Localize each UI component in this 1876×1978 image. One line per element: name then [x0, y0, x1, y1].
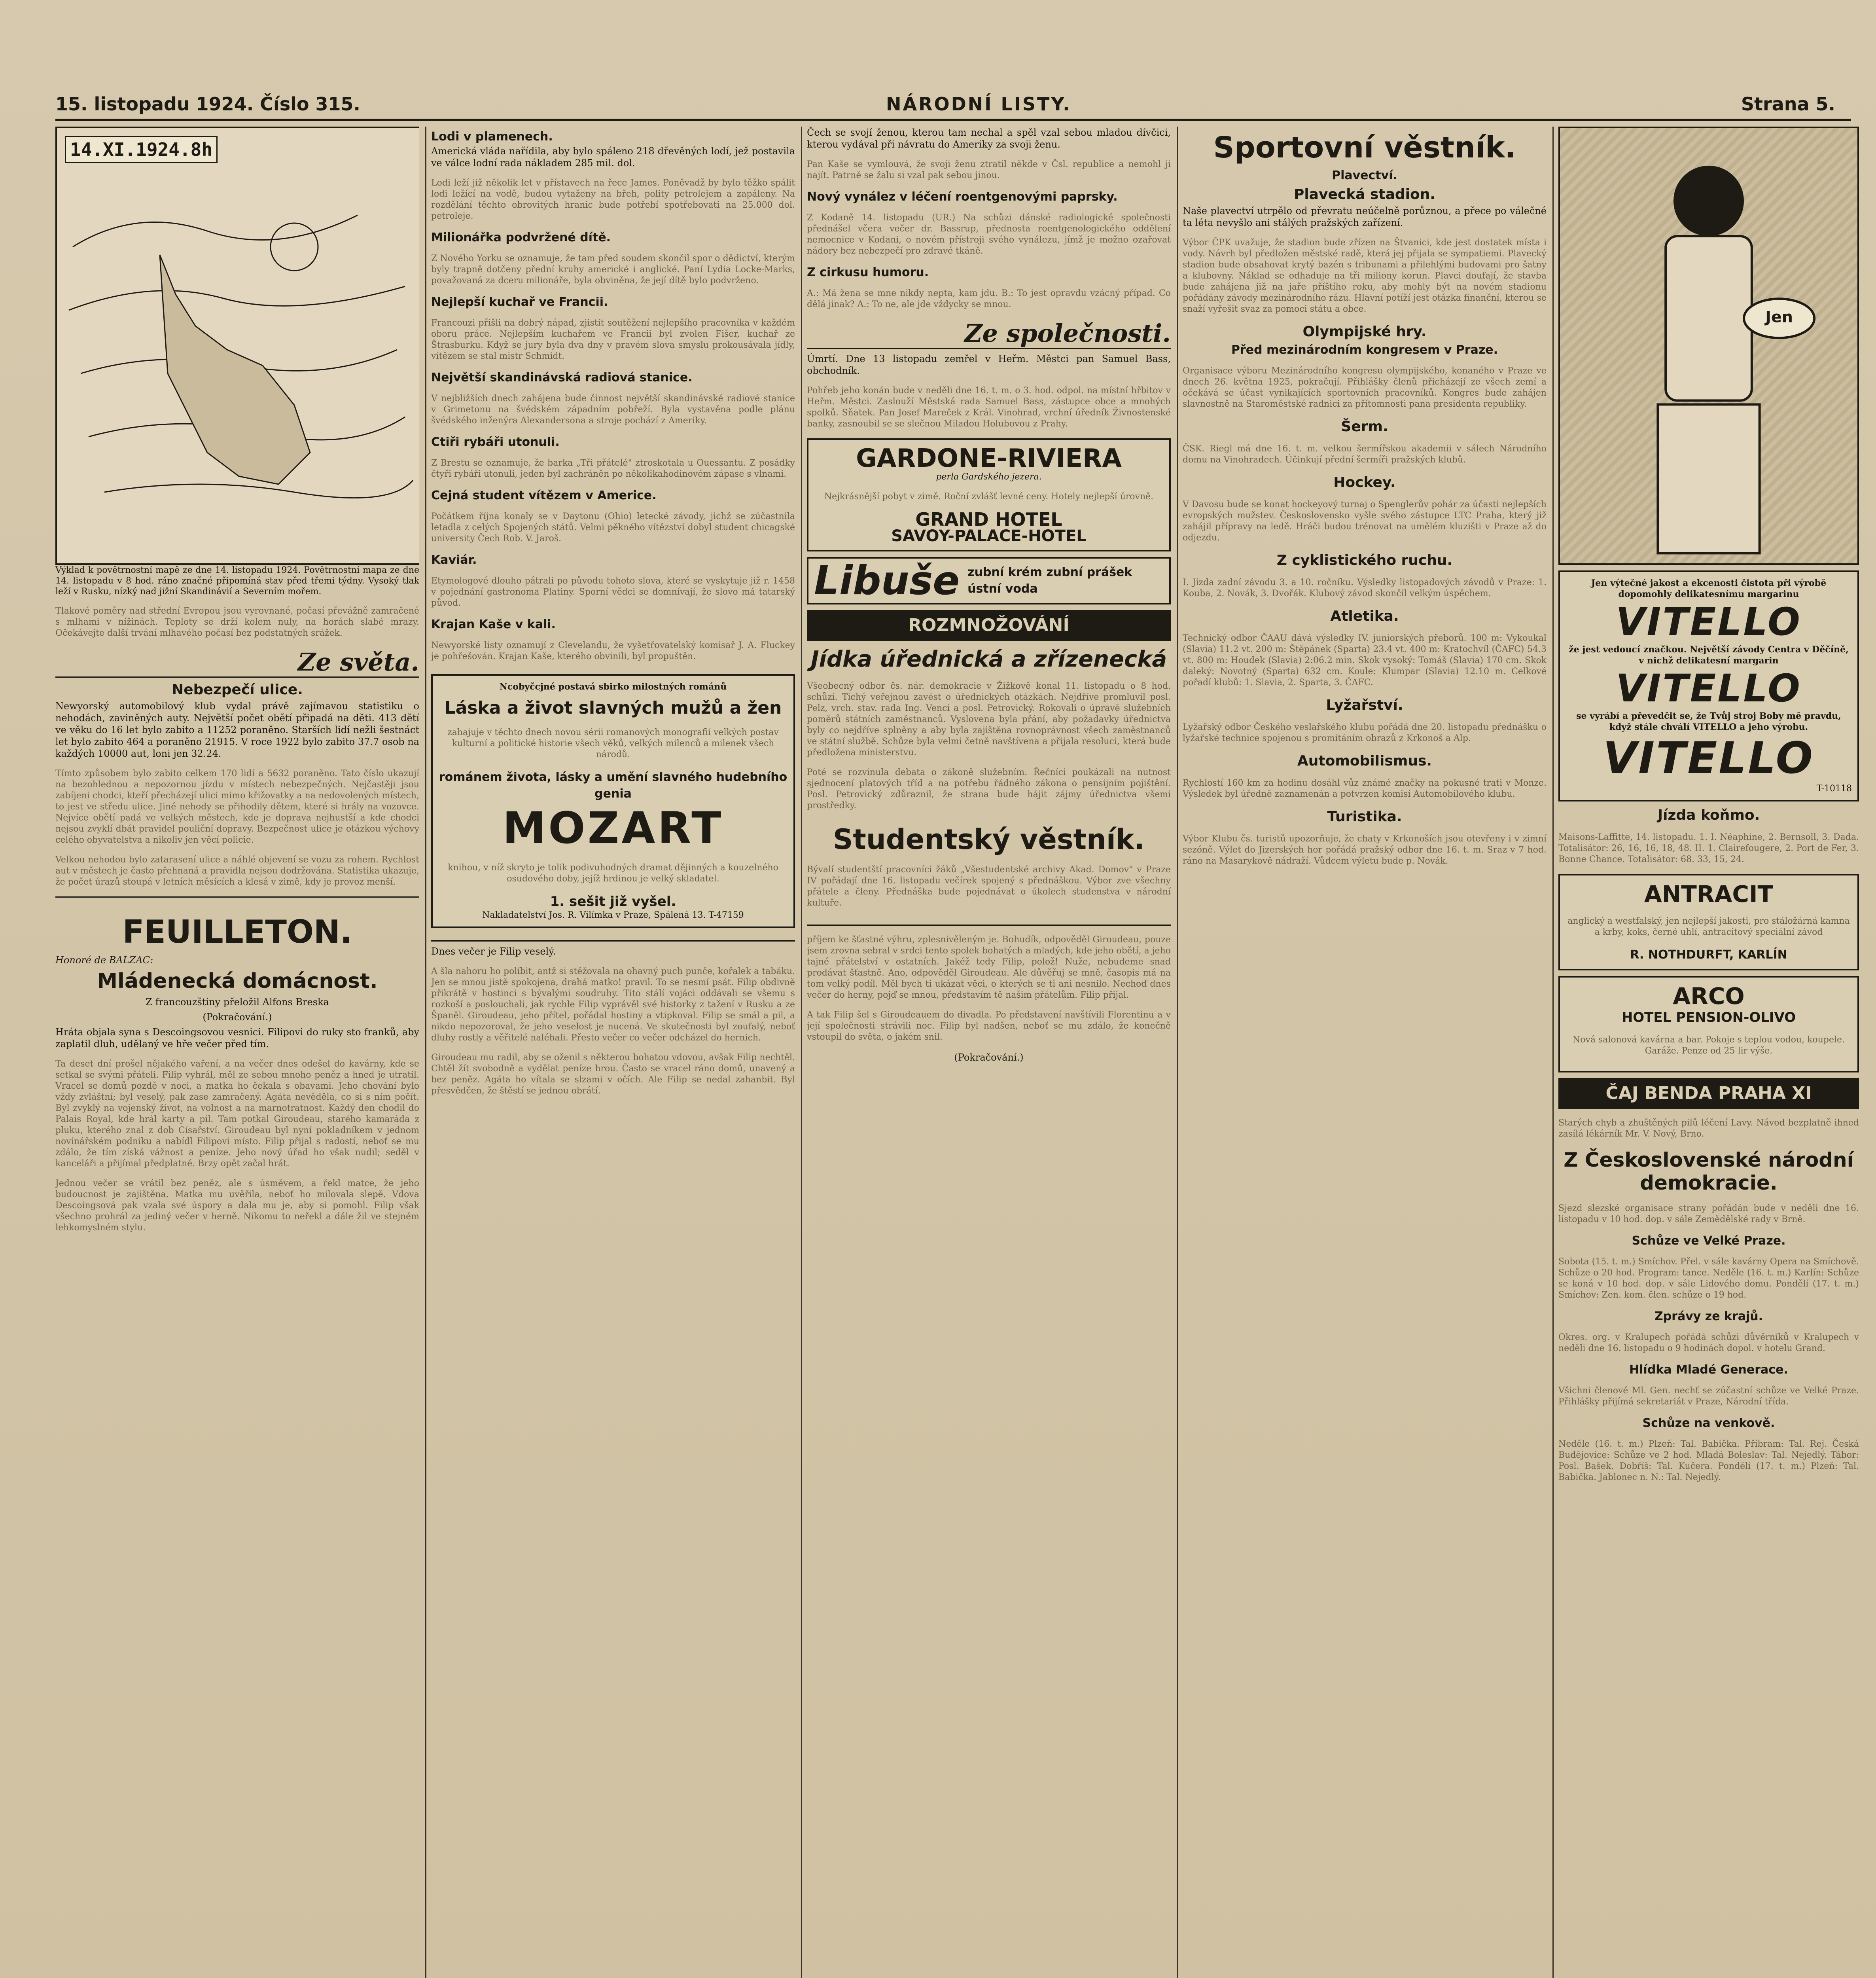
ad-code: T-10118 [1816, 784, 1852, 794]
mozart-title: MOZART [502, 803, 724, 853]
ad-description-2: knihou, v níž skryto je tolik podivuhodných dramat dějinných a kouzelného osudového doby, jejíž hrdinou je velký skladatel. [448, 863, 778, 884]
ad-caj-title: ČAJ BENDA PRAHA XI [1605, 1083, 1812, 1103]
ad-olivo-title: HOTEL PENSION-OLIVO [1621, 1010, 1796, 1025]
subsection-heading: Před mezinárodním kongresem v Praze. [1231, 343, 1498, 357]
feuilleton-translator: Z francouzštiny přeložil Alfons Breska [146, 997, 329, 1008]
publisher: Nakladatelství Jos. R. Vilímka v Praze, Spálená 13. T-47159 [482, 910, 744, 920]
news-body: Lodi leží již několik let v přístavech na řece James. Poněvadž by bylo těžko spálit lodi ležící na vodě, budou vytaženy na břeh, polity petrolejem a zapáleny. Na rozdělání těchto obrovitých hranic bude potřebí spotřebovati na 25.000 dol. petroleje. [431, 178, 795, 221]
ad-rozmnozovani-title: ROZMNOŽOVÁNÍ [908, 615, 1070, 635]
subsection-heading: Plavecká stadion. [1293, 186, 1436, 203]
sports-body: V Davosu bude se konat hockeyový turnaj o Spenglerův pohár za účasti nejlepších evropských mužstev. Československo vyšle svého zástupce LTC Praha, který již zahájil přípravy na ledě. Hráči budou trénovat na umělém kluzišti v Praze až do odjezdu. [1183, 500, 1547, 543]
article-text: Newyorský automobilový klub vydal právě zajímavou statistiku o nehodách, zaviněných auty. Největší počet obětí připadá na děti. 413 dětí ve věku do 16 let bylo zabito a 11252 poraněno. Starších lidí nežli šestnáct let bylo zabito 464 a poraněno 21915. V roce 1922 bylo zabito 37.7 osob na každých 10000 aut, loni jen 32.24. [55, 701, 419, 759]
feuilleton-body-2: Jednou večer se vrátil bez peněz, ale s úsměvem, a řekl matce, že jeho budoucnost je zajištěna. Matka mu uvěřila, neboť ho milovala slepě. Vdova Descoingsová pak vzala své úspory a dala mu je, aby si pomohl. Filip však všechno prohrál za jediný večer v herně. Nikomu to neřekl a dále žil ve stejném lehkomyslném stylu. [55, 1178, 419, 1233]
arco-advertisement [1558, 976, 1859, 1072]
news-text: Čech se svojí ženou, kterou tam nechal a spěl vzal sebou mladou dívčici, kterou vydával při návratu do Ameriky za svoji ženu. [807, 127, 1171, 150]
feuilleton-text: Hráta objala syna s Descoingsovou vesnici. Filipovi do ruky sto franků, aby zaplatil dluh, udělaný ve hře večer před tím. [55, 1027, 419, 1050]
ad-savoy-hotel: SAVOY-PALACE-HOTEL [891, 527, 1087, 545]
column-rule [801, 127, 802, 1978]
antracit-advertisement [1558, 874, 1859, 970]
ad-antracit-title: ANTRACIT [1644, 881, 1774, 908]
news-text: Americká vláda nařídila, aby bylo spáleno 218 dřevěných lodí, jež postavila ve válce lodní rada nákladem 285 mil. dol. [431, 146, 795, 169]
divider [807, 925, 1171, 926]
news-body: V nejbližších dnech zahájena bude činnost největší skandinávské radiové stanice v Grimetonu na švédském západním pobřeží. Byla vystavěna podle plánu švédského inženýra Alexandersona a stroje pochází z Ameriky. [431, 394, 795, 426]
news-body: Pan Kaše se vymlouvá, že svoji ženu ztratil někde v Čsl. republice a nemohl ji najít. Patrně se žalu si vzal pak sebou jinou. [807, 159, 1171, 180]
party-body: Sjezd slezské organisace strany pořádán bude v neděli dne 16. listopadu v 10 hod. dop. v sále Zemědělské rady v Brně. [1558, 1203, 1859, 1224]
news-heading: Kaviár. [431, 553, 477, 567]
ad-subtitle: románem života, lásky a umění slavného hudebního genia [439, 770, 788, 801]
feuilleton-continued-end: (Pokračování.) [954, 1052, 1024, 1063]
vitello-logo-2: VITELLO [1616, 666, 1802, 710]
page-number: Strana 5. [1741, 93, 1835, 115]
column-2 [431, 127, 795, 1978]
libuse-advertisement [807, 557, 1171, 604]
news-heading: Nový vynález v léčení roentgenovými paprsky. [807, 190, 1118, 204]
column-1 [55, 127, 419, 1978]
column-rule [1552, 127, 1554, 1978]
section-heading: Ze společnosti. [807, 319, 1171, 349]
ad-grand-hotel: GRAND HOTEL [915, 509, 1062, 530]
ad-gardone-body: Nejkrásnější pobyt v zimě. Roční zvlášť levné ceny. Hotely nejlepší úrovně. [824, 492, 1154, 502]
society-body: Pohřeb jeho konán bude v neděli dne 16. t. m. o 3. hod. odpol. na místní hřbitov v Heřm. Městci. Zaslouží Městská rada Samuel Bass, zástupce obce a mnohých spolků. Sňatek. Pan Josef Mareček z Král. Vinohrad, vrchní úředník Živnostenské banky, zasnoubil se se slečnou Miladou Holubovou z Prahy. [807, 386, 1171, 429]
sports-body: Technický odbor ČAAU dává výsledky IV. juniorských přeborů. 100 m: Vykoukal (Slavia) 11.2 vt. 200 m: Štěpánek (Sparta) 23.4 vt. 400 m: Kratochvíl (ČAFC) 54.3 vt. 800 m: Houdek (Slavia) 2:06.2 min. Skok vysoký: Tomáš (Slavia) 170 cm. Skok daleký: Novotný (Sparta) 632 cm. Koule: Klumpar (Slavia) 12.10 m. Celkové pořadí klubů: 1. Slavia, 2. Sparta, 3. ČAFC. [1183, 633, 1547, 688]
feuilleton-body: Ta deset dní prošel nějakého vaření, a na večer dnes odešel do kavárny, kde se setkal se svými přáteli. Filip vyhrál, měl ze sebou mnoho peněz a hned je utratil. Vracel se domů pozdě v noci, a matka ho čekala s obavami. Jeho chování bylo vždy zvláštní; byl veselý, pak zase zamračený. Agáta nevěděla, co si s ním počít. Byl zvyklý na vojenský život, na volnost a na marnotratnost. Každý den chodil do Palais Royal, kde hrál karty a pil. Tam potkal Giroudeau, starého kamaráda z pluku, kterého znal z dob Císařství. Giroudeau byl nyní pokladníkem v jednom novinářském podniku a nabídl Filipovi místo. Filip přijal s radostí, neboť se mu zdálo, že tím získá vážnost a peníze. Jeho nový úřad ho však nudil; seděl v kanceláři a přijímal předplatné. Brzy opět začal hrát. [55, 1059, 419, 1169]
party-body: Neděle (16. t. m.) Plzeň: Tal. Babička. Příbram: Tal. Rej. Česká Budějovice: Schůze ve 2 hod. Mladá Boleslav: Tal. Nejedlý. Tábor: Posl. Bašek. Dobříš: Tal. Kučera. Pondělí (17. t. m.) Plzeň: Tal. Babička. Jablonec n. N.: Tal. Nejedlý. [1558, 1439, 1859, 1482]
vitello-advertisement [1558, 570, 1859, 801]
subsection-heading: Schůze na venkově. [1642, 1416, 1775, 1430]
subsection-heading: Turistika. [1327, 809, 1402, 825]
ad-vitello-bottom: se vyrábí a převedčit se, že Tvůj stroj Boby mě pravdu, když stále chválí VITELLO a jeho výrobu. [1576, 711, 1841, 732]
news-heading: Nejlepší kuchař ve Francii. [431, 295, 608, 309]
sports-body: Výbor ČPK uvažuje, že stadion bude zřízen na Štvanici, kde jest dostatek místa i vody. Návrh byl předložen městské radě, která jej přijala se sympatiemi. Plavecký stadion bude obsahovat krytý bazén s tribunami a přilehlými budovami pro šatny a klubovny. Náklad se odhaduje na tři miliony korun. Plavci doufají, že stavba bude zahájena již na jaře příštího roku, aby mohly být na novém stadionu pořádány závody mezinárodního rázu. Hlavní potíží jest otázka finanční, kterou se snaží vyřešit svaz za pomoci státu a obce. [1183, 238, 1547, 314]
news-heading: Největší skandinávská radiová stanice. [431, 371, 693, 385]
news-body: Francouzi přišli na dobrý nápad, zjistit soutěžení nejlepšího pracovníka v každém oboru práce. Nejlepším kuchařem ve Francii byl zvolen Fišer, kuchař ze Štrasburku. Když se jury byla dva dny v pravém slova smyslu prokousávala jídly, vítězem se stal mistr Schmidt. [431, 318, 795, 361]
sports-body: Rychlostí 160 km za hodinu dosáhl vůz známé značky na pokusné trati v Monze. Výsledek byl úředně zaznamenán a potvrzen komisí Automobilového klubu. [1183, 778, 1547, 799]
vitello-logo: VITELLO [1616, 600, 1802, 644]
section-heading: Jízda koňmo. [1657, 807, 1760, 823]
party-body: Okres. org. v Kralupech pořádá schůzi důvěrníků v Kralupech v neděli dne 16. listopadu o 9 hodinách dopol. v hotelu Grand. [1558, 1332, 1859, 1353]
svg-text:Jen: Jen [1765, 308, 1793, 326]
ad-top-line: Ncobyčcjné postavá sbirko milostných románů [499, 682, 727, 692]
feuilleton-body: A šla nahoru ho políbit, antž si stěžovala na ohavný puch punče, kořalek a tabáku. Jen se mnou jistě spokojena, drahá matko! pravil. To se nesmí psát. Filip obdivně přikrátě v hostinci s bývalými soudruhy. Tito stálí vojáci oddávali se všemu s rozkoší a poslouchali, jak rychle Filip vyprávěl své historky z tažení v Rusku a ze Španěl. Giroudeau, jeho přítel, pořádal hostiny a vtipkoval. Filip se smál a pil, a nikdo nepozoroval, že jeho veselost je nucená. Ve skutečnosti byl zoufalý, neboť dluhy rostly a věřitelé naléhali. Přesto večer co večer odcházel do hernich. [431, 966, 795, 1043]
sports-body: Výbor Klubu čs. turistů upozorňuje, že chaty v Krkonoších jsou otevřeny i v zimní sezóně. Výlet do Jizerských hor pořádá pražský odbor dne 16. t. m. Sraz v 7 hod. ráno na Masarykově nádraží. Vůdcem výletu bude p. Novák. [1183, 834, 1547, 866]
subsection-heading: Olympijské hry. [1302, 324, 1427, 340]
news-heading: Krajan Kaše v kali. [431, 618, 556, 631]
subsection-heading: Atletika. [1330, 608, 1399, 624]
subsection-heading: Hockey. [1333, 474, 1396, 491]
party-body: Všichni členové Ml. Gen. nechť se zúčastní schůze ve Velké Praze. Přihlášky přijímá sekretariát v Praze, Národní třída. [1558, 1386, 1859, 1407]
subsection-heading: Automobilismus. [1297, 753, 1432, 769]
news-body: Počátkem října konaly se v Daytonu (Ohio) letecké závody, jichž se zúčastnila letadla z celých Spojených států. Velmi pěkného vítězství dobyl student chicagské university Čech Rob. V. Jaroš. [431, 512, 795, 544]
ad-arco-title: ARCO [1673, 983, 1745, 1010]
column-3 [807, 127, 1171, 1978]
students-body: Bývalí studentští pracovníci žáků „Všestudentské archivy Akad. Domov" v Praze IV pořádají dne 16. listopadu večírek spojený s přednáškou. Výbor zve všechny přátele a členy. Přednáška bude pojednávat o úkolech studenstva v národní kultuře. [807, 865, 1171, 908]
subsection-heading: Šerm. [1341, 419, 1388, 435]
news-body: Etymologové dlouho pátrali po původu tohoto slova, které se vyskytuje již r. 1458 v pojednání gastronoma Platiny. Sporní vědci se domnívají, že slovo má tatarský původ. [431, 576, 795, 608]
sports-body: I. Jízda zadní závodu 3. a 10. ročníku. Výsledky listopadových závodů v Praze: 1. Kouba, 2. Novák, 3. Dvořák. Klubový závod skončil velkým úspěchem. [1183, 578, 1547, 599]
ad-antracit-owner: R. NOTHDURFT, KARLÍN [1630, 948, 1787, 962]
ad-gardone-subtitle: perla Gardského jezera. [936, 472, 1042, 482]
obituary: Úmrtí. Dne 13 listopadu zemřel v Heřm. Městci pan Samuel Bass, obchodník. [807, 353, 1171, 376]
ad-libuse-products: zubní krém zubní prášek ústní voda [967, 565, 1132, 596]
news-body: Z Nového Yorku se oznamuje, že tam před soudem skončil spor o dědictví, kterým byly trapně dotčeny přední kruhy americké i anglické. Paní Lydia Locke-Marks, považovaná za dceru milionáře, byla obviněna, že její dítě bylo podvrženo. [431, 254, 795, 286]
column-5 [1558, 127, 1859, 1978]
news-heading: Lodi v plamenech. [431, 130, 553, 144]
first-volume-note: 1. sešit již vyšel. [550, 894, 676, 909]
mozart-advertisement [431, 674, 795, 928]
section-heading: Ze světa. [55, 648, 419, 678]
news-body: A.: Má žena se mne nikdy nepta, kam jdu. B.: To jest opravdu vzácný případ. Co dělá jinak? A.: To ne, ale jde vždycky se mnou. [807, 288, 1171, 309]
subsection-heading: Lyžařství. [1326, 697, 1403, 713]
map-caption-body: Tlakové poměry nad střední Evropou jsou vyrovnané, počasí převážně zamračené s mlhami v nížinách. Teploty se drží kolem nuly, na horách slabé mrazy. Očekávejte další trvání mlhavého počasí bez podstatných srážek. [55, 606, 419, 638]
subsection-heading: Z cyklistického ruchu. [1276, 552, 1453, 568]
section-heading: Sportovní věstník. [1213, 131, 1516, 165]
subsection-heading: Hlídka Mladé Generace. [1629, 1363, 1788, 1377]
subsection-heading: Schůze ve Velké Praze. [1632, 1234, 1786, 1248]
feuilleton-continued-text: Dnes večer je Filip veselý. [431, 946, 556, 957]
feuilleton-body: příjem ke šťastné výhru, zplesnivěleným je. Bohudík, odpověděl Giroudeau, pouze jsem zrovna sebral v srdci tento spolek bohatých a mladých, kde jeho obětí, a jeho tajné přátelství v ostatních. Jakéž tedy Filip, polož! Nuže, nebudeme snad prodávat šťastně. Ano, odpověděl Giroudeau. Ale důvěřuj se mně, časopis má na tom velký podíl. Měl bych ti ukázat věci, o kterých se ti ani nesnilo. Nechoď dnes večer do herny, pojď se mnou, představím tě našim přátelům. Filip přijal. [807, 935, 1171, 1000]
caj-benda-advertisement [1558, 1078, 1859, 1109]
masthead [55, 91, 1851, 121]
sports-body: Lyžařský odbor Českého veslařského klubu pořádá dne 20. listopadu přednášku o lyžařské technice spojenou s promítáním obrazů z Krkonoš a Alp. [1183, 722, 1547, 743]
section-heading: Jídka úřednická a zřízenecká [810, 646, 1167, 672]
news-heading: Cejná student vítězem v Americe. [431, 489, 657, 502]
feuilleton-heading: FEUILLETON. [122, 913, 352, 950]
officials-body: Všeobecný odbor čs. nár. demokracie v Žižkově konal 11. listopadu o 8 hod. schůzi. Tichý veřejnou zavést o úřednických otázkách. Nejdříve promluvil posl. Pelz, vrch. stav. rada Ing. Venci a posl. Petrovický. Rokovali o úpravě služebních poměrů státních zaměstnanců. Vyslovena byla přání, aby požadavky úřednictva byly co nejdříve splněny a aby byla zajištěna rovnoprávnost všech zaměstnanců ve státní službě. Schůze byla velmi četně navštívena a přijala resoluci, která bude předložena ministerstvu. [807, 681, 1171, 758]
issue-date: 15. listopadu 1924. Číslo 315. [55, 93, 360, 115]
officials-body-2: Poté se rozvinula debata o zákoně služebním. Řečníci poukázali na nutnost sjednocení platových tříd a na potřebu řádného zákona o pensijním pojištění. Posl. Petrovický zdůraznil, že strana bude hájit zájmy úřednictva všemi prostředky. [807, 767, 1171, 811]
feuilleton-continued: (Pokračování.) [203, 1012, 272, 1023]
ad-vitello-head: Jen výtečné jakost a ekcenosti čistota při výrobě dopomohly delikatesnímu margarinu [1591, 578, 1827, 599]
ad-gardone-title: GARDONE-RIVIERA [856, 444, 1122, 473]
news-body: Z Brestu se oznamuje, že barka „Tři přátelé" ztroskotala u Ouessantu. Z posádky čtyři rybáři utonuli, jeden byl zachráněn po několikahodinovém zápase s vlnami. [431, 458, 795, 479]
vitello-illustration [1558, 127, 1859, 565]
woman-illustration [1560, 128, 1857, 563]
article-title: Nebezpečí ulice. [172, 682, 303, 698]
divider [55, 896, 419, 898]
map-caption: Výklad k povětrnostní mapě ze dne 14. listopadu 1924. Povětrnostní mapa ze dne 14. listopadu v 8 hod. ráno značné připomíná stav před třemi týdny. Vysoký tlak leží v Rusku, nízký nad jižní Skandinávií a Severním mořem. [55, 565, 419, 597]
news-heading: Z cirkusu humoru. [807, 265, 929, 279]
feuilleton-author: Honoré de BALZAC: [55, 955, 153, 966]
column-rule [425, 127, 426, 1978]
feuilleton-title: Mládenecká domácnost. [97, 969, 378, 993]
article-body: Tímto způsobem bylo zabito celkem 170 lidí a 5632 poraněno. Tato číslo ukazují na bezohlednou a nepozornou jízdu v místech nebezpečných. Nejčastěji jsou zabíjeni chodci, kteří přecházejí ulici mimo křižovatky a na nedovolených místech, to jest ve středu ulice. Jiné nehody se přihodily dětem, které si hrály na vozovce. Nejvíce obětí padá ve velkých městech, kde je doprava nejhustší a kde chodci nejsou zvyklí dbát pravidel pouliční dopravy. Bezpečnost ulice je otázkou výchovy celého obyvatelstva a nikoliv jen věcí policie. [55, 769, 419, 845]
vitello-logo-3: VITELLO [1603, 733, 1814, 783]
subsection-heading: Plavectví. [1332, 169, 1397, 182]
feuilleton-body-2: A tak Filip šel s Giroudeauem do divadla. Po představení navštívili Florentinu a v její společnosti strávili noc. Filip byl nadšen, neboť se mu zdálo, že konečně vstoupil do světa, o jakém snil. [807, 1010, 1171, 1042]
weather-map [55, 127, 419, 565]
news-body: Z Kodaně 14. listopadu (UR.) Na schůzi dánské radiologické společnosti přednášel včera večer dr. Bassrup, přednosta roentgenologického oddělení nemocnice v Kodani, o novém přístroji svého vynálezu, jímž je možno ozařovat nádory bez nebezpečí pro zdravé tkáně. [807, 213, 1171, 256]
news-heading: Milionářka podvržené dítě. [431, 231, 611, 244]
feuilleton-body-2: Giroudeau mu radil, aby se oženil s některou bohatou vdovou, avšak Filip nechtěl. Chtěl žít svobodně a vydělat peníze hrou. Často se vracel ráno domů, unavený a bez peněz. Agáta ho vítala se slzami v očích. Ale Filip se nedal zahanbit. Byl přesvědčen, že štěstí se jednou obrátí. [431, 1053, 795, 1096]
sports-text: Naše plavectví utrpělo od převratu neúčelně porůznou, a přece po válečné ta léta nevyšlo ani stálých pražských zařízení. [1183, 205, 1547, 228]
newspaper-title: NÁRODNÍ LISTY. [886, 93, 1071, 115]
small-notice: Starých chyb a zhuštěných pilů léčení Lavy. Návod bezplatně ihned zasílá lékárník Mr. V. Nový, Brno. [1558, 1118, 1859, 1139]
sports-body: ČSK. Riegl má dne 16. t. m. velkou šermířskou akademii v sálech Národního domu na Vinohradech. Účinkují přední šermíři pražských klubů. [1183, 444, 1547, 465]
news-body: Newyorské listy oznamují z Clevelandu, že vyšetřovatelský komisař J. A. Fluckey je pohřešován. Krajan Kaše, kterého obvinili, byl propuštěn. [431, 640, 795, 661]
ad-series-title: Láska a život slavných mužů a žen [444, 698, 782, 718]
ad-vitello-mid: že jest vedoucí značkou. Největší závody Centra v Děčíně, v nichž delikatesní margarin [1569, 644, 1849, 666]
gardone-advertisement [807, 438, 1171, 551]
ad-libuse-name: Libuše [814, 557, 960, 604]
ad-description: zahajuje v těchto dnech novou sérii romanových monografií velkých postav kulturní a politické historie všech věků, velkých milenců a milenek všech národů. [447, 728, 779, 760]
party-body: Sobota (15. t. m.) Smíchov. Přel. v sále kavárny Opera na Smíchově. Schůze o 20 hod. Program: tance. Neděle (16. t. m.) Karlín: Schůze se koná v 10 hod. dop. v sále Lidového domu. Pondělí (17. t. m.) Smíchov: Zen. kom. člen. schůze o 19 hod. [1558, 1257, 1859, 1300]
ad-antracit-body: anglický a westfalský, jen nejlepší jakosti, pro stáložárná kamna a krby, koks, černé uhlí, antracitový speciální závod [1567, 916, 1850, 937]
ad-olivo-body: Nová salonová kavárna a bar. Pokoje s teplou vodou, koupele. Garáže. Penze od 25 lir výše. [1572, 1035, 1845, 1056]
section-heading: Studentský věstník. [833, 823, 1145, 856]
column-rule [1177, 127, 1178, 1978]
news-heading: Ctiři rybáři utonuli. [431, 435, 560, 449]
article-body-2: Velkou nehodou bylo zatarasení ulice a náhlé objevení se vozu za rohem. Rychlost aut v městech je často přehnaná a pravidla nejsou dodržována. Statistika ukazuje, že počet úrazů stoupá v letních měsících a klesá v zimě, kdy je provoz menší. [55, 855, 419, 887]
sports-body: Organisace výboru Mezinárodního kongresu olympijského, konaného v Praze ve dnech 26. května 1925, pokračují. Přihlášky členů přicházejí ze všech zemí a očekává se účast vynikajících sportovních pracovníků. Kongres bude zahájen slavnostně na Staroměstské radnici za přítomnosti pana presidenta republiky. [1183, 366, 1547, 409]
column-4 [1183, 127, 1547, 1978]
rozmnozovani-advertisement [807, 610, 1171, 641]
section-heading: Z Československé národní demokracie. [1564, 1148, 1854, 1194]
isobar-map [57, 128, 419, 563]
racing-body: Maisons-Laffitte, 14. listopadu. 1. I. Néaphine, 2. Bernsoll, 3. Dada. Totalisátor: 26, 16, 16, 18, 48. II. 1. Clairefougere, 2. Port de Fer, 3. Bonne Chance. Totalisátor: 68. 33, 15, 24. [1558, 832, 1859, 864]
subsection-heading: Zprávy ze krajů. [1654, 1309, 1763, 1323]
divider [431, 940, 795, 942]
map-date: 14.XI.1924.8h [65, 136, 218, 163]
